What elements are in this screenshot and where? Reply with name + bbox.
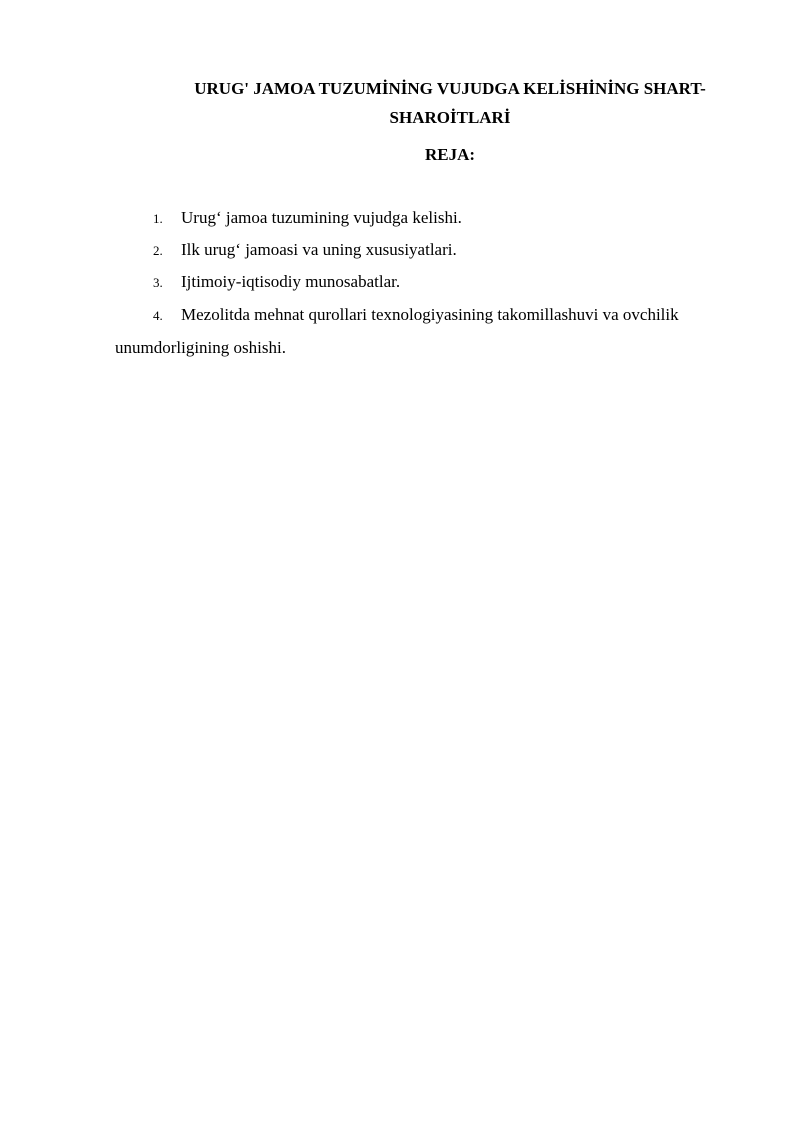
plan-item-number: 4. [153,308,163,323]
plan-item-continuation: unumdorligining oshishi. [115,338,286,357]
plan-heading: REJA: [424,145,476,164]
plan-item-text: Mezolitda mehnat qurollari texnologiyasining takomillashuvi va ovchilik [181,305,679,324]
plan-item-number: 3. [153,275,163,290]
document-title-line-2: SHAROİTLARİ [389,108,511,127]
plan-item [115,299,737,332]
plan-item [115,266,737,299]
plan-item-text: Ijtimoiy-iqtisodiy munosabatlar. [181,272,401,291]
plan-item-number: 2. [153,243,163,258]
plan-item-text: Urug‘ jamoa tuzumining vujudga kelishi. [181,208,462,227]
plan-item [115,234,737,267]
document-title-line-1: URUG' JAMOA TUZUMİNİNG VUJUDGA KELİSHİNİNG SHART- [194,79,706,98]
plan-item [115,202,737,235]
plan-item-number: 1. [153,211,163,226]
plan-item-text: Ilk urug‘ jamoasi va uning xususiyatlari. [181,240,457,259]
